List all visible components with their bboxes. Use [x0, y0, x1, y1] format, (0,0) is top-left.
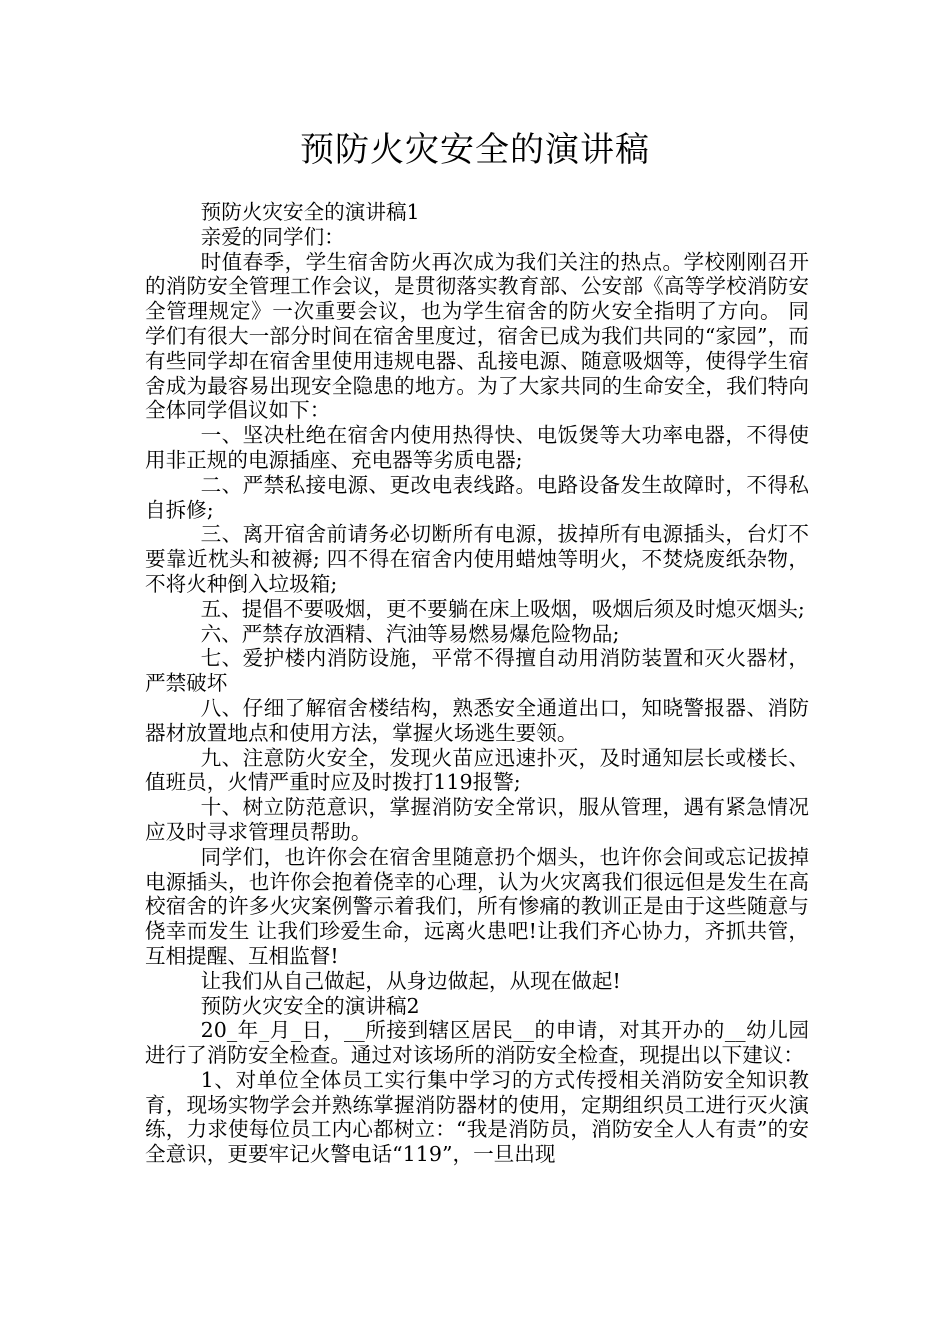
paragraph-appeal: 同学们，也许你会在宿舍里随意扔个烟头，也许你会间或忘记拔掉电源插头，也许你会抱着侥幸的心理，认为火灾离我们很远但是发生在高校宿舍的许多火灾案例警示着我们，所有惨痛的教训正是由于这些随意与侥幸而发生 让我们珍爱生命，远离火患吧!让我们齐心协力，齐抓共管，互相提醒、互相监督!: [145, 844, 809, 968]
rule-8: 八、仔细了解宿舍楼结构，熟悉安全通道出口，知晓警报器、消防器材放置地点和使用方法，掌握火场逃生要领。: [145, 695, 809, 745]
rule-6: 六、严禁存放酒精、汽油等易燃易爆危险物品;: [200, 621, 620, 646]
rule-9: 九、注意防火安全，发现火苗应迅速扑灭，及时通知层长或楼长、值班员，火情严重时应及时拨打119报警;: [145, 745, 809, 795]
suggestion-1: 1、对单位全体员工实行集中学习的方式传授相关消防安全知识教育，现场实物学会并熟练掌握消防器材的使用，定期组织员工进行灭火演练，力求使每位员工内心都树立：“我是消防员，消防安全人人有责”的安全意识，更要牢记火警电话“119”，一旦出现: [145, 1067, 809, 1167]
paragraph-closing: 让我们从自己做起，从身边做起，从现在做起!: [200, 968, 621, 993]
salutation: 亲爱的同学们：: [200, 224, 345, 249]
section-heading-2: 预防火灾安全的演讲稿2: [200, 993, 420, 1018]
paragraph-intro: 时值春季，学生宿舍防火再次成为我们关注的热点。学校刚刚召开的消防安全管理工作会议，是贯彻落实教育部、公安部《高等学校消防安全管理规定》一次重要会议，也为学生宿舍的防火安全指明了方向。 同学们有很大一部分时间在宿舍里度过，宿舍已成为我们共同的“家园”，而有些同学却在宿舍里使用违规电器、乱接电源、随意吸烟等，使得学生宿舍成为最容易出现安全隐患的地方。为了大家共同的生命安全，我们特向全体同学倡议如下：: [145, 249, 809, 423]
section-heading-1: 预防火灾安全的演讲稿1: [200, 200, 420, 224]
document-body: [145, 200, 809, 1167]
rule-10: 十、树立防范意识，掌握消防安全常识，服从管理，遇有紧急情况应及时寻求管理员帮助。: [145, 795, 809, 844]
rule-3: 三、离开宿舍前请务必切断所有电源，拔掉所有电源插头，台灯不要靠近枕头和被褥; 四不得在宿舍内使用蜡烛等明火，不焚烧废纸杂物，不将火种倒入垃圾箱;: [145, 522, 809, 596]
rule-5: 五、提倡不要吸烟，更不要躺在床上吸烟，吸烟后须及时熄灭烟头;: [200, 596, 805, 621]
rule-1: 一、坚决杜绝在宿舍内使用热得快、电饭煲等大功率电器，不得使用非正规的电源插座、充电器等劣质电器;: [145, 423, 809, 472]
rule-7: 七、爱护楼内消防设施，平常不得擅自动用消防装置和灭火器材，严禁破坏: [145, 646, 809, 696]
rule-2: 二、严禁私接电源、更改电表线路。电路设备发生故障时，不得私自拆修;: [145, 472, 809, 522]
document-title: 预防火灾安全的演讲稿: [300, 130, 650, 170]
paragraph-inspection: 20_年_月_日，__所接到辖区居民__的申请，对其开办的__幼儿园进行了消防安全检查。通过对该场所的消防安全检查，现提出以下建议：: [145, 1018, 809, 1068]
